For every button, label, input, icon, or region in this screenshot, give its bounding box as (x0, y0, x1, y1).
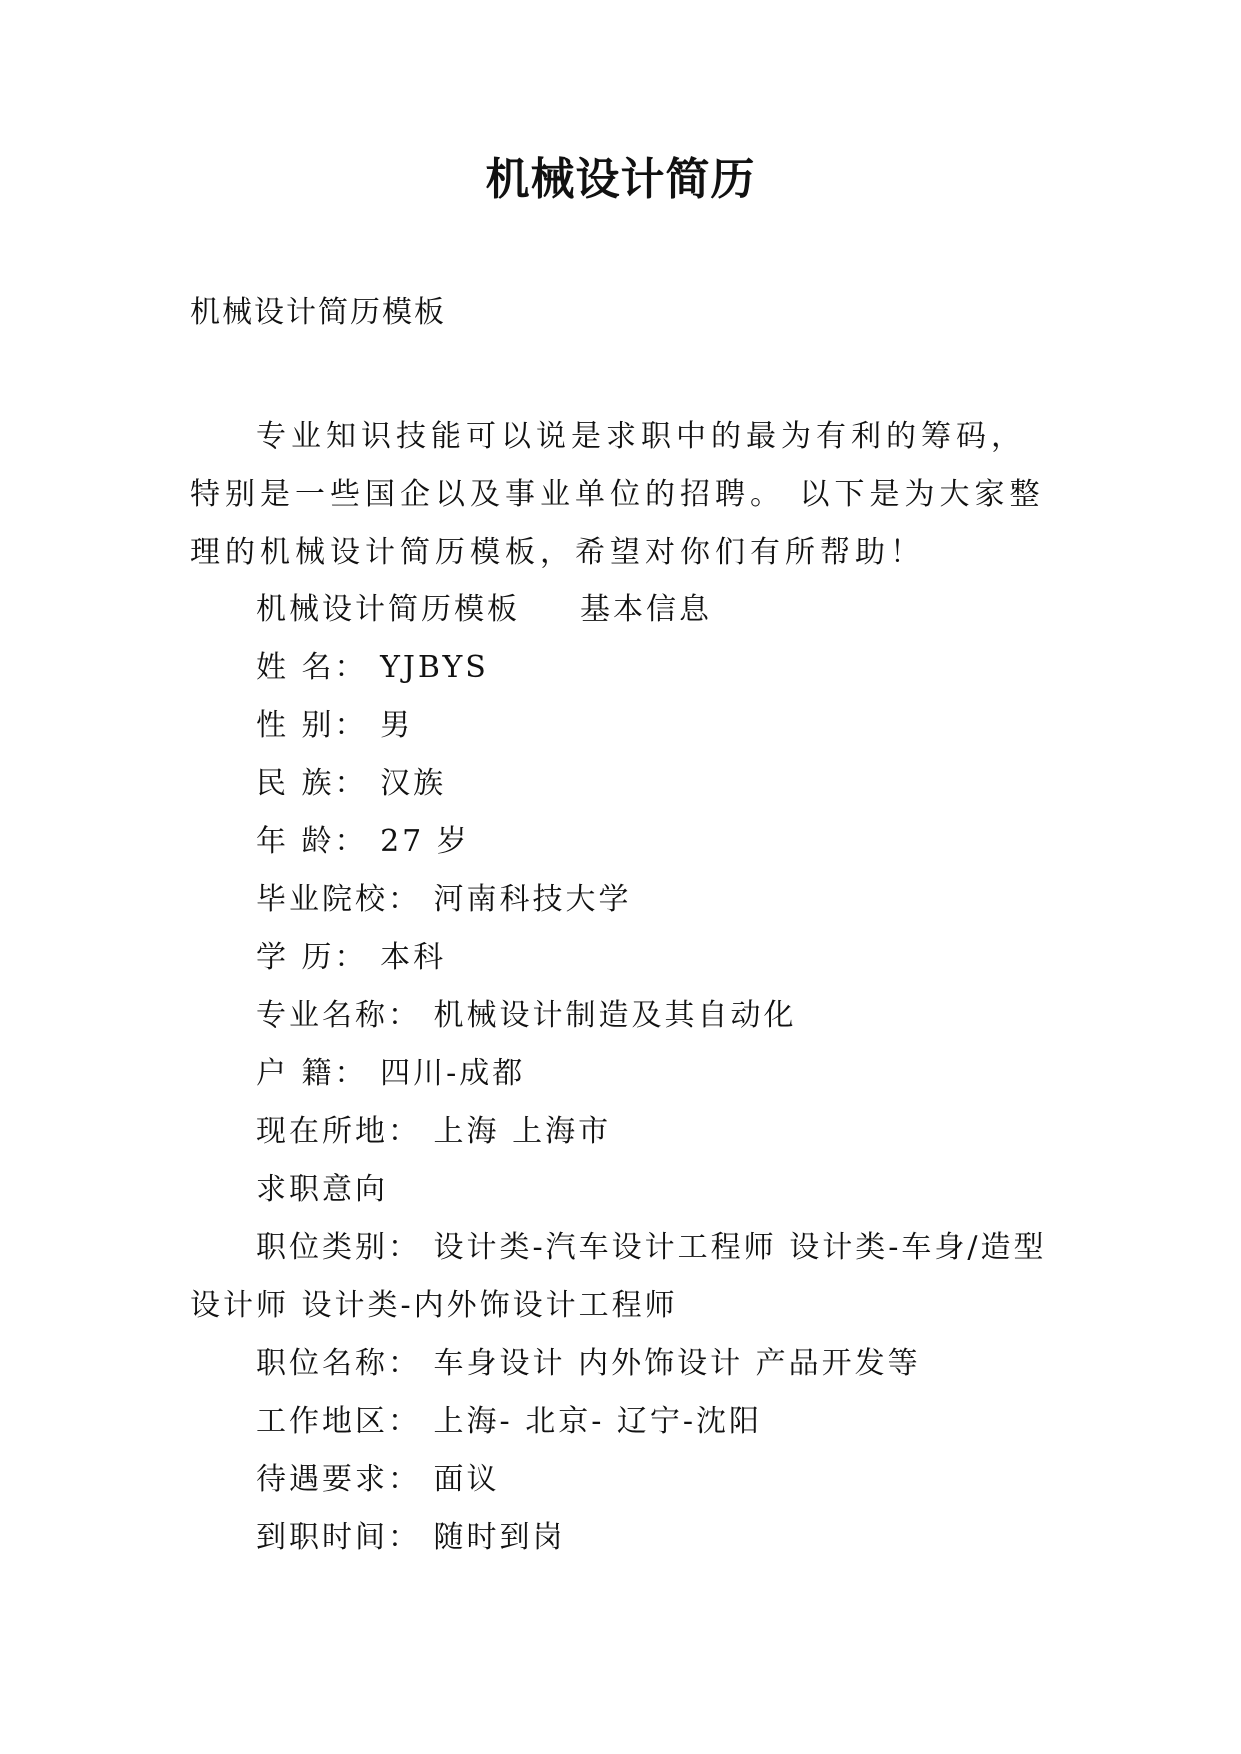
field-gender (190, 697, 1052, 755)
job-heading: 求职意向 (256, 1172, 388, 1207)
field-education (190, 929, 1052, 987)
field-hukou (190, 1045, 1052, 1103)
section-heading (190, 581, 1052, 639)
field-label: 户 籍： (256, 1056, 368, 1091)
field-value: 本科 (380, 940, 447, 975)
field-value: 四川-成都 (380, 1056, 526, 1091)
page-title: 机械设计简历 (485, 154, 756, 205)
field-school (190, 871, 1052, 929)
field-label: 姓 名： (256, 650, 368, 685)
section-heading-left: 机械设计简历模板 (256, 592, 520, 627)
field-label: 到职时间： (256, 1520, 421, 1555)
field-work-area (190, 1393, 1052, 1451)
field-label: 民 族： (256, 766, 368, 801)
field-major (190, 987, 1052, 1045)
section-heading-right: 基本信息 (580, 592, 712, 627)
resume-content (190, 581, 1052, 1567)
field-label: 现在所地： (256, 1114, 421, 1149)
field-label: 年 龄： (256, 824, 368, 859)
field-ethnicity (190, 755, 1052, 813)
field-label: 专业名称： (256, 998, 421, 1033)
field-value: 车身设计 内外饰设计 产品开发等 (433, 1346, 921, 1381)
field-value: 27 岁 (380, 824, 470, 859)
field-salary (190, 1451, 1052, 1509)
field-job-title (190, 1335, 1052, 1393)
field-label: 工作地区： (256, 1404, 421, 1439)
field-value: 上海- 北京- 辽宁-沈阳 (433, 1404, 763, 1439)
field-value: 机械设计制造及其自动化 (433, 998, 797, 1033)
field-label: 学 历： (256, 940, 368, 975)
field-label: 职位名称： (256, 1346, 421, 1381)
field-value: 汉族 (380, 766, 447, 801)
field-value: 河南科技大学 (433, 882, 632, 917)
field-value: 上海 上海市 (433, 1114, 612, 1149)
field-age (190, 813, 1052, 871)
field-label: 毕业院校： (256, 882, 421, 917)
field-start-time (190, 1509, 1052, 1567)
field-value: YJBYS (380, 650, 489, 685)
intro-paragraph: 专业知识技能可以说是求职中的最为有利的筹码，特别是一些国企以及事业单位的招聘。 以下是为大家整理的机械设计简历模板，希望对你们有所帮助！ (190, 419, 1045, 570)
field-value: 面议 (433, 1462, 500, 1497)
field-label: 待遇要求： (256, 1462, 421, 1497)
field-value: 设计类-汽车设计工程师 设计类-车身/造型设计师 设计类-内外饰设计工程师 (190, 1230, 1047, 1323)
field-label: 性 别： (256, 708, 368, 743)
field-value: 男 (380, 708, 414, 743)
field-name (190, 639, 1052, 697)
field-label: 职位类别： (256, 1230, 421, 1265)
field-job-category (190, 1219, 1052, 1335)
field-location (190, 1103, 1052, 1161)
document-subtitle: 机械设计简历模板 (190, 295, 446, 330)
field-value: 随时到岗 (433, 1520, 566, 1555)
